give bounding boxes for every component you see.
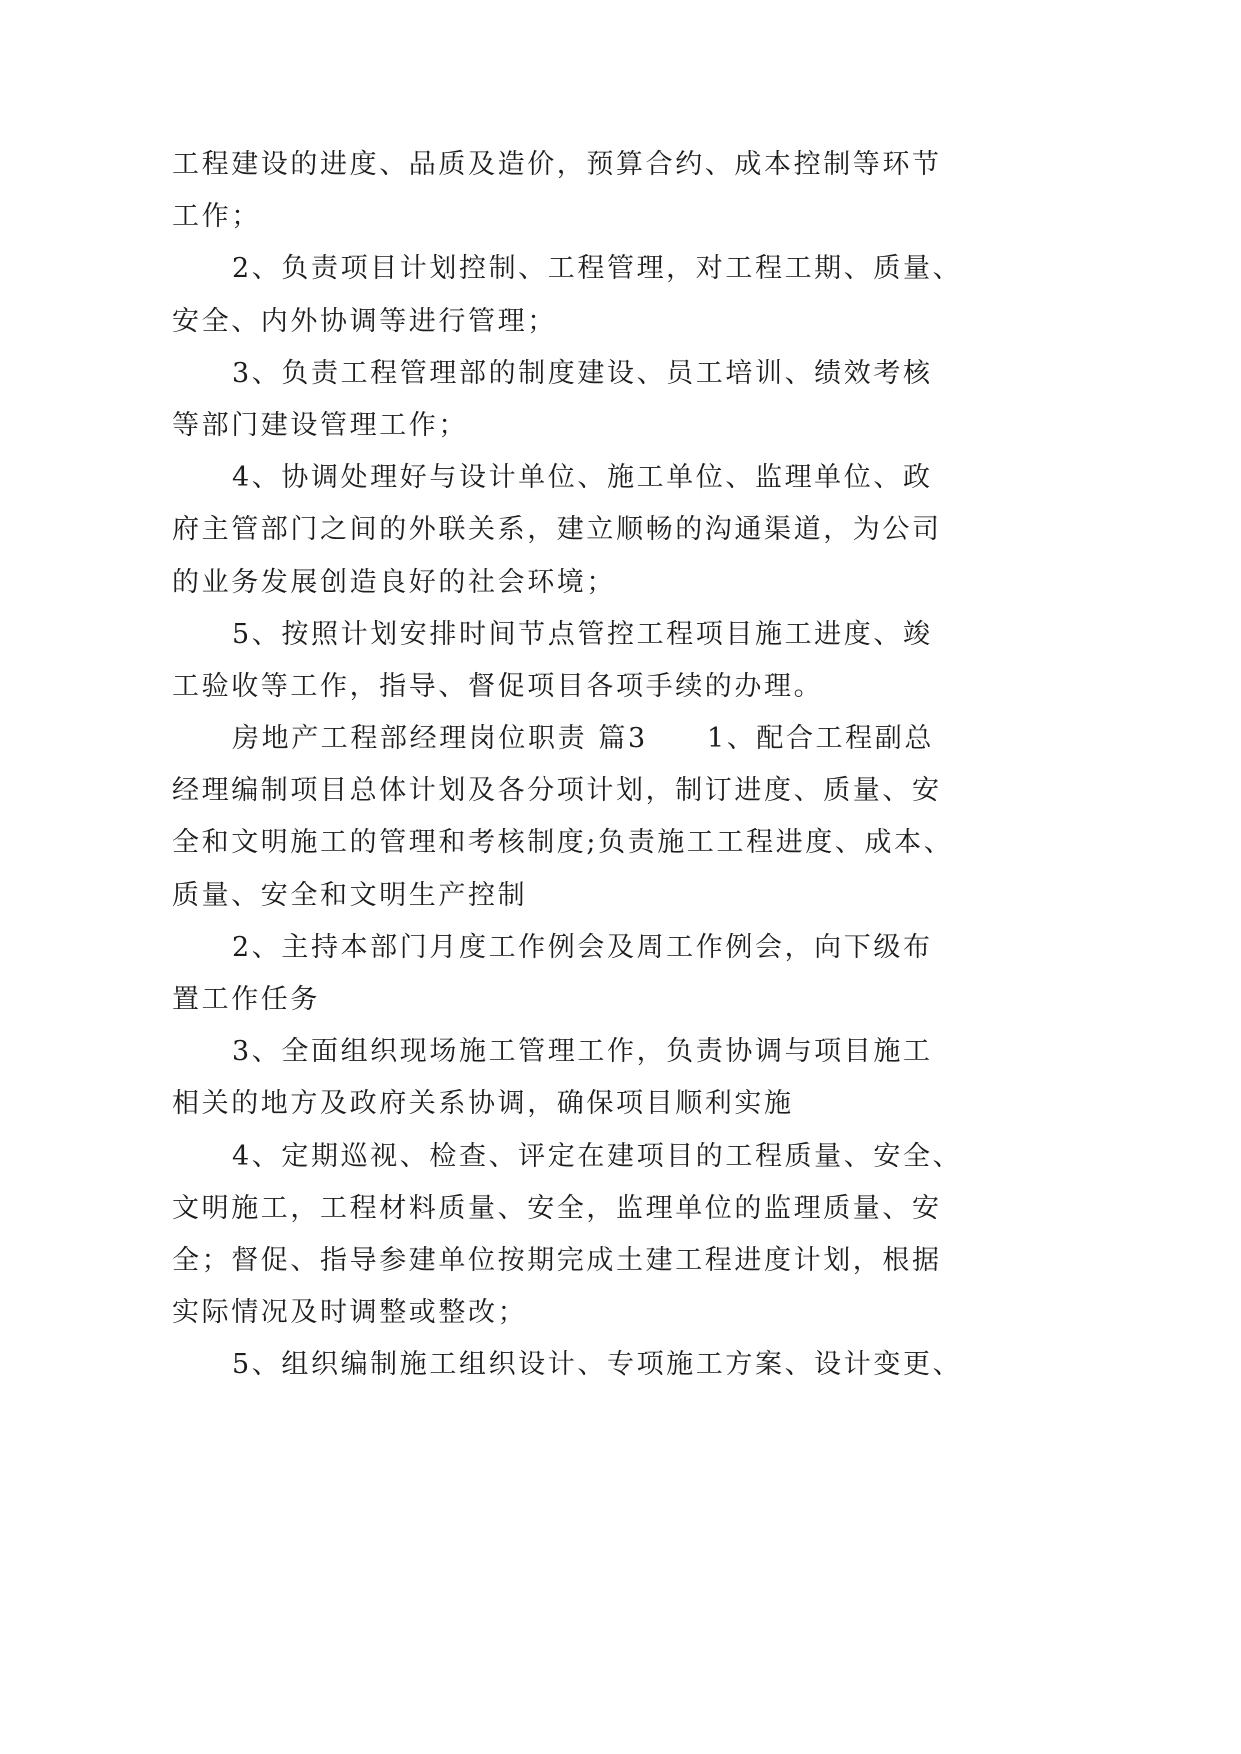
text-line: 工验收等工作，指导、督促项目各项手续的办理。 <box>172 670 824 702</box>
document-body <box>172 139 1072 1392</box>
text-line: 3、全面组织现场施工管理工作，负责协调与项目施工 <box>232 1036 933 1068</box>
text-line: 4、定期巡视、检查、评定在建项目的工程质量、安全、 <box>232 1140 963 1172</box>
paragraph <box>172 713 1072 922</box>
text-line: 工程建设的进度、品质及造价，预算合约、成本控制等环节 <box>172 149 942 180</box>
text-line: 相关的地方及政府关系协调，确保项目顺利实施 <box>172 1088 794 1120</box>
text-line: 房地产工程部经理岗位职责 篇3 1、配合工程副总 <box>232 723 934 755</box>
paragraph <box>172 1026 1072 1130</box>
text-line: 2、主持本部门月度工作例会及周工作例会，向下级布 <box>232 931 933 963</box>
text-line: 3、负责工程管理部的制度建设、员工培训、绩效考核 <box>232 357 933 389</box>
text-line: 置工作任务 <box>172 984 320 1015</box>
paragraph <box>172 452 1072 609</box>
text-line: 经理编制项目总体计划及各分项计划，制订进度、质量、安 <box>172 775 942 807</box>
text-line: 工作； <box>172 201 261 233</box>
paragraph <box>172 609 1072 713</box>
paragraph <box>172 1339 1072 1391</box>
text-line: 文明施工，工程材料质量、安全，监理单位的监理质量、安 <box>172 1192 942 1224</box>
text-line: 安全、内外协调等进行管理； <box>172 305 557 337</box>
text-line: 5、组织编制施工组织设计、专项施工方案、设计变更、 <box>232 1349 963 1381</box>
text-line: 的业务发展创造良好的社会环境； <box>172 566 616 598</box>
paragraph <box>172 348 1072 452</box>
paragraph <box>172 139 1072 243</box>
text-line: 4、协调处理好与设计单位、施工单位、监理单位、政 <box>232 462 933 494</box>
text-line: 质量、安全和文明生产控制 <box>172 879 528 911</box>
text-line: 全和文明施工的管理和考核制度;负责施工工程进度、成本、 <box>172 827 954 859</box>
text-line: 实际情况及时调整或整改； <box>172 1297 528 1329</box>
text-line: 5、按照计划安排时间节点管控工程项目施工进度、竣 <box>232 618 933 650</box>
paragraph <box>172 243 1072 347</box>
text-line: 府主管部门之间的外联关系，建立顺畅的沟通渠道，为公司 <box>172 514 942 546</box>
text-line: 2、负责项目计划控制、工程管理，对工程工期、质量、 <box>232 253 963 285</box>
paragraph <box>172 1131 1072 1340</box>
paragraph <box>172 922 1072 1026</box>
text-line: 全；督促、指导参建单位按期完成土建工程进度计划，根据 <box>172 1244 942 1276</box>
text-line: 等部门建设管理工作； <box>172 409 468 441</box>
